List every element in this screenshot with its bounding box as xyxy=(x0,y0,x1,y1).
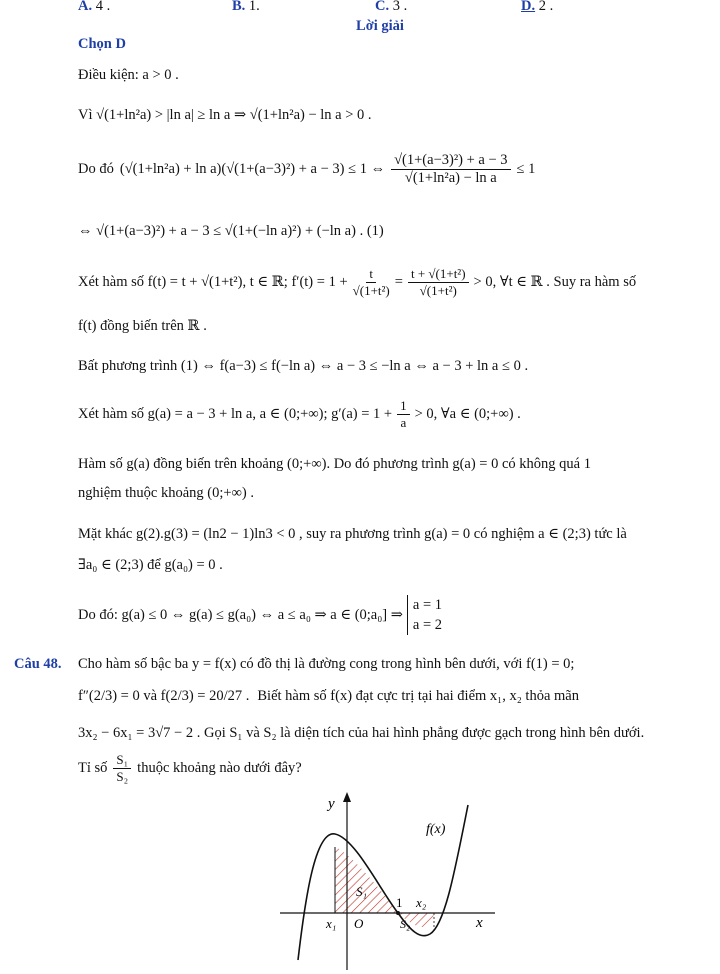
line5-equals: = xyxy=(394,274,403,290)
line3-numerator: √(1+(a−3)²) + a − 3 xyxy=(391,152,510,170)
solution-line-9: Hàm số g(a) đồng biến trên khoảng (0;+∞). Do đó phương trình g(a) = 0 có không quá 1 xyxy=(78,456,591,472)
solution-line-10: nghiệm thuộc khoảng (0;+∞) . xyxy=(78,485,254,501)
line3-fraction xyxy=(391,152,510,187)
s2-label: S₂ xyxy=(400,917,411,931)
line5-f1-denominator: √(1+t²) xyxy=(352,283,390,298)
solution-line-5 xyxy=(78,266,636,299)
line5-fraction-1 xyxy=(353,266,390,299)
option-d[interactable]: D. 2 . xyxy=(521,0,554,14)
line8-fraction xyxy=(397,398,410,431)
origin-label: O xyxy=(354,916,364,931)
line8-numerator: 1 xyxy=(397,398,410,415)
line5-f2-numerator: t + √(1+t²) xyxy=(408,266,469,283)
solution-line-1: Điều kiện: a > 0 . xyxy=(78,67,179,83)
line5-prefix: Xét hàm số f(t) = t + √(1+t²), t ∈ ℝ; f′(t) = 1 + xyxy=(78,274,348,290)
question-line-2b: Biết hàm số f(x) đạt cực trị tại hai điểm x₁, x₂ thỏa mãn xyxy=(257,688,579,704)
solution-line-13 xyxy=(78,595,442,635)
ratio-denominator: S₂ xyxy=(116,769,129,784)
solution-line-7: Bất phương trình (1) ⇔ f(a−3) ≤ f(−ln a) ⇔ a − 3 ≤ −ln a ⇔ a − 3 + ln a ≤ 0 . xyxy=(78,358,529,374)
ratio-numerator: S₁ xyxy=(113,752,131,769)
line8-prefix: Xét hàm số g(a) = a − 3 + ln a, a ∈ (0;+∞); g′(a) = 1 + xyxy=(78,406,393,422)
line5-f2-denominator: √(1+t²) xyxy=(419,283,457,298)
region-s1 xyxy=(335,847,398,913)
y-axis-label: y xyxy=(328,796,335,812)
line13-case-1: a = 1 xyxy=(412,597,443,613)
question-line-1: Cho hàm số bậc ba y = f(x) có đồ thị là đường cong trong hình bên dưới, với f(1) = 0; xyxy=(78,656,575,672)
question-line-4b: thuộc khoảng nào dưới đây? xyxy=(137,760,302,776)
option-a[interactable]: A. 4 . xyxy=(78,0,111,14)
solution-line-11: Mặt khác g(2).g(3) = (ln2 − 1)ln3 < 0 , suy ra phương trình g(a) = 0 có nghiệm a ∈ (2;3) tức là xyxy=(78,526,627,542)
solution-line-3 xyxy=(78,152,535,187)
line8-suffix: > 0, ∀a ∈ (0;+∞) . xyxy=(414,406,521,422)
solution-line-8 xyxy=(78,398,521,431)
option-c[interactable]: C. 3 . xyxy=(375,0,408,14)
line5-fraction-2 xyxy=(408,266,469,299)
question-line-2 xyxy=(78,688,579,705)
question-line-4a: Tỉ số xyxy=(78,760,108,776)
line13-text: Do đó: g(a) ≤ 0 ⇔ g(a) ≤ g(a₀) ⇔ a ≤ a₀ ⇒ a ∈ (0;a₀] ⇒ xyxy=(78,606,403,623)
chosen-answer: Chọn D xyxy=(78,36,126,52)
line8-denominator: a xyxy=(400,415,407,430)
answer-options xyxy=(0,0,720,16)
x-axis-label: x xyxy=(476,915,483,931)
line5-suffix: > 0, ∀t ∈ ℝ . Suy ra hàm số xyxy=(473,274,637,290)
solution-line-6: f(t) đồng biến trên ℝ . xyxy=(78,318,207,334)
line3-denominator: √(1+ln²a) − ln a xyxy=(404,170,497,186)
line13-system xyxy=(407,595,442,635)
line13-case-2: a = 2 xyxy=(412,617,443,633)
question-line-2a: f″(2/3) = 0 và f(2/3) = 20/27 . xyxy=(78,688,250,704)
line3-suffix: ≤ 1 xyxy=(516,161,536,177)
question-label: Câu 48. xyxy=(14,656,62,672)
question-line-4 xyxy=(78,752,302,785)
x2-label: x₂ xyxy=(416,895,427,910)
x1-label: x₁ xyxy=(326,916,337,931)
function-graph xyxy=(270,790,500,974)
solution-heading: Lời giải xyxy=(356,18,404,34)
option-b[interactable]: B. 1. xyxy=(232,0,260,14)
line3-prefix: Do đó xyxy=(78,161,114,177)
s1-label: S₁ xyxy=(356,884,368,899)
solution-line-2: Vì √(1+ln²a) > |ln a| ≥ ln a ⇒ √(1+ln²a) − ln a > 0 . xyxy=(78,107,372,123)
curve-label: f(x) xyxy=(426,822,446,837)
solution-line-12: ∃a₀ ∈ (2;3) để g(a₀) = 0 . xyxy=(78,557,223,573)
ratio-fraction xyxy=(113,752,131,785)
y-axis-arrow xyxy=(343,792,351,802)
solution-line-4: ⇔ √(1+(a−3)²) + a − 3 ≤ √(1+(−ln a)²) + (−ln a) . (1) xyxy=(78,223,384,239)
question-line-3: 3x₂ − 6x₁ = 3√7 − 2 . Gọi S₁ và S₂ là diện tích của hai hình phẳng được gạch trong hình bên dưới. xyxy=(78,725,645,741)
point-one xyxy=(396,911,400,915)
one-label: 1 xyxy=(396,895,403,910)
line5-f1-numerator: t xyxy=(366,266,376,283)
line3-product: (√(1+ln²a) + ln a)(√(1+(a−3)²) + a − 3) ≤ 1 ⇔ xyxy=(119,161,386,177)
